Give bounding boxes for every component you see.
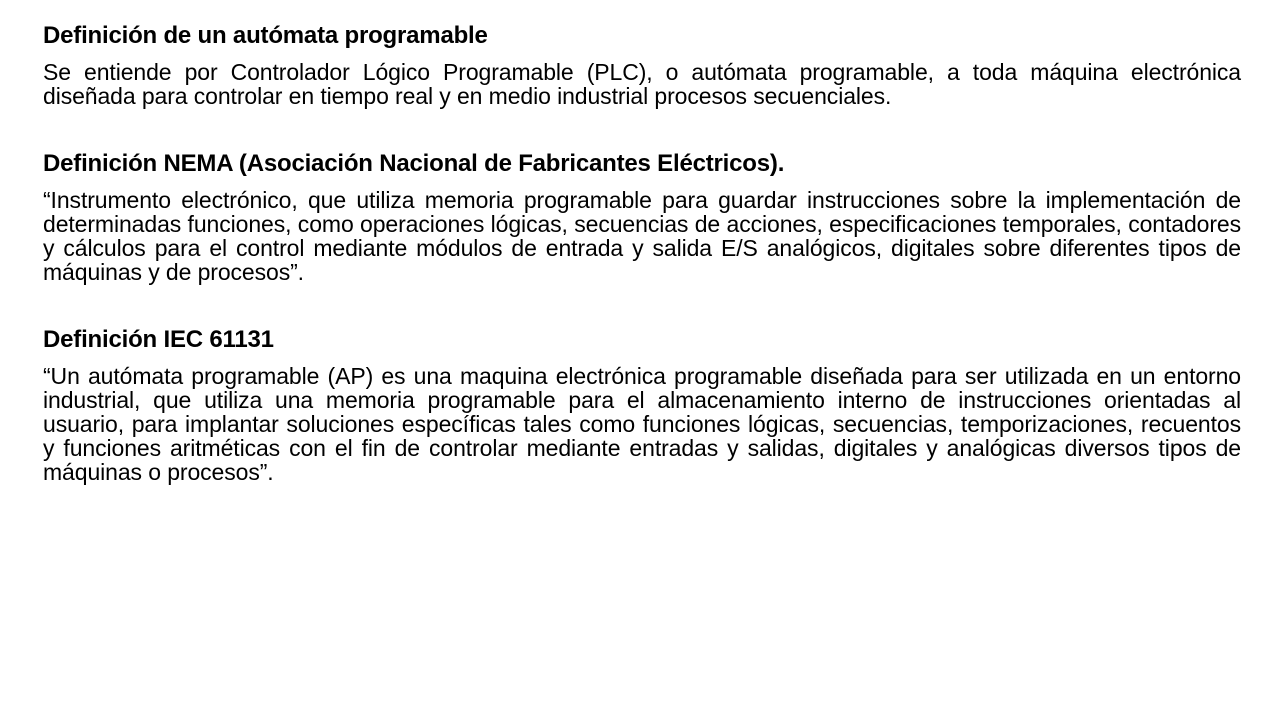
section-heading: Definición de un autómata programable: [43, 22, 488, 49]
section-body: “Un autómata programable (AP) es una maquina electrónica programable diseñada para ser utilizada en un entorno industrial, que utiliza una memoria programable para el almacenamiento interno de instrucciones orientadas al usuario, para implantar soluciones específicas tales como funciones lógicas, secuencias, temporizaciones, recuentos y funciones aritméticas con el fin de controlar mediante entradas y salidas, digitales y analógicas diversos tipos de máquinas o procesos”.: [43, 363, 1241, 485]
section-heading: Definición NEMA (Asociación Nacional de Fabricantes Eléctricos).: [43, 150, 785, 177]
section-nema-definition: [43, 148, 1241, 284]
slide-content: [43, 20, 1241, 484]
section-body: Se entiende por Controlador Lógico Programable (PLC), o autómata programable, a toda máquina electrónica diseñada para controlar en tiempo real y en medio industrial procesos secuenciales.: [43, 59, 1241, 109]
section-iec-definition: [43, 324, 1241, 484]
section-body: “Instrumento electrónico, que utiliza memoria programable para guardar instrucciones sobre la implementación de determinadas funciones, como operaciones lógicas, secuencias de acciones, especificaciones temporales, contadores y cálculos para el control mediante módulos de entrada y salida E/S analógicos, digitales sobre diferentes tipos de máquinas y de procesos”.: [43, 187, 1241, 285]
section-plc-definition: [43, 20, 1241, 108]
section-heading: Definición IEC 61131: [43, 326, 274, 353]
